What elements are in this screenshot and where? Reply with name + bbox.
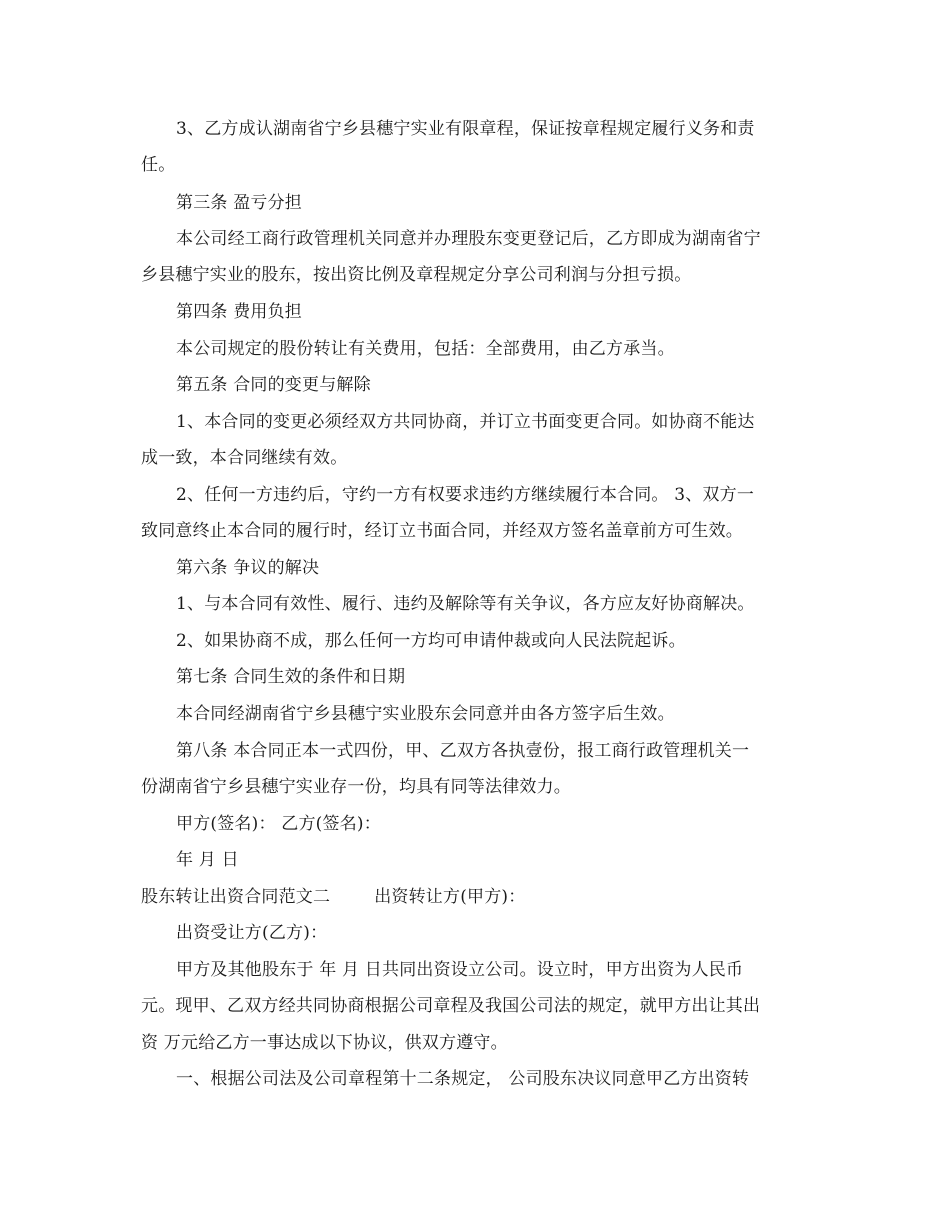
article-heading: 第三条 盈亏分担 <box>176 193 303 213</box>
paragraph-line: 致同意终止本合同的履行时，经订立书面合同，并经双方签名盖章前方可生效。 <box>141 521 743 541</box>
paragraph-line: 乡县穗宁实业的股东，按出资比例及章程规定分享公司利润与分担亏损。 <box>141 265 692 285</box>
transferee-label: 出资受让方(乙方)： <box>176 923 328 943</box>
transferor-label: 出资转让方(甲方)： <box>374 887 526 907</box>
paragraph-line: 任。 <box>141 155 176 175</box>
article-heading: 第七条 合同生效的条件和日期 <box>176 667 406 687</box>
paragraph-line: 本公司经工商行政管理机关同意并办理股东变更登记后，乙方即成为湖南省宁 <box>176 229 761 249</box>
paragraph-line: 1、本合同的变更必须经双方共同协商，并订立书面变更合同。如协商不能达 <box>176 412 755 432</box>
paragraph-line: 元。现甲、乙双方经共同协商根据公司章程及我国公司法的规定，就甲方出让其出 <box>141 996 761 1016</box>
section-title-row <box>141 886 525 908</box>
article-heading: 第五条 合同的变更与解除 <box>176 375 371 395</box>
paragraph-line: 2、如果协商不成，那么任何一方均可申请仲裁或向人民法院起诉。 <box>176 631 686 651</box>
paragraph-line: 本合同经湖南省宁乡县穗宁实业股东会同意并由各方签字后生效。 <box>176 704 675 724</box>
article-heading: 第六条 争议的解决 <box>176 558 320 578</box>
paragraph-line: 1、与本合同有效性、履行、违约及解除等有关争议，各方应友好协商解决。 <box>176 594 755 614</box>
paragraph-line: 2、任何一方违约后，守约一方有权要求违约方继续履行本合同。 3、双方一 <box>176 485 755 505</box>
paragraph-line: 第八条 本合同正本一式四份，甲、乙双方各执壹份，报工商行政管理机关一 <box>176 741 750 761</box>
paragraph-line: 一、根据公司法及公司章程第十二条规定， 公司股东决议同意甲乙方出资转 <box>176 1069 750 1089</box>
date-line: 年 月 日 <box>176 850 239 870</box>
paragraph-line: 3、乙方成认湖南省宁乡县穗宁实业有限章程，保证按章程规定履行义务和责 <box>176 119 755 139</box>
paragraph-line: 甲方及其他股东于 年 月 日共同出资设立公司。设立时，甲方出资为人民币 <box>176 960 744 980</box>
paragraph-line: 资 万元给乙方一事达成以下协议，供双方遵守。 <box>141 1033 508 1053</box>
article-heading: 第四条 费用负担 <box>176 302 303 322</box>
paragraph-line: 本公司规定的股份转让有关费用，包括：全部费用，由乙方承当。 <box>176 339 675 359</box>
section-title: 股东转让出资合同范文二 <box>141 887 331 907</box>
signature-line: 甲方(签名)： 乙方(签名)： <box>176 814 381 834</box>
paragraph-line: 份湖南省宁乡县穗宁实业存一份，均具有同等法律效力。 <box>141 777 571 797</box>
paragraph-line: 成一致，本合同继续有效。 <box>141 448 348 468</box>
